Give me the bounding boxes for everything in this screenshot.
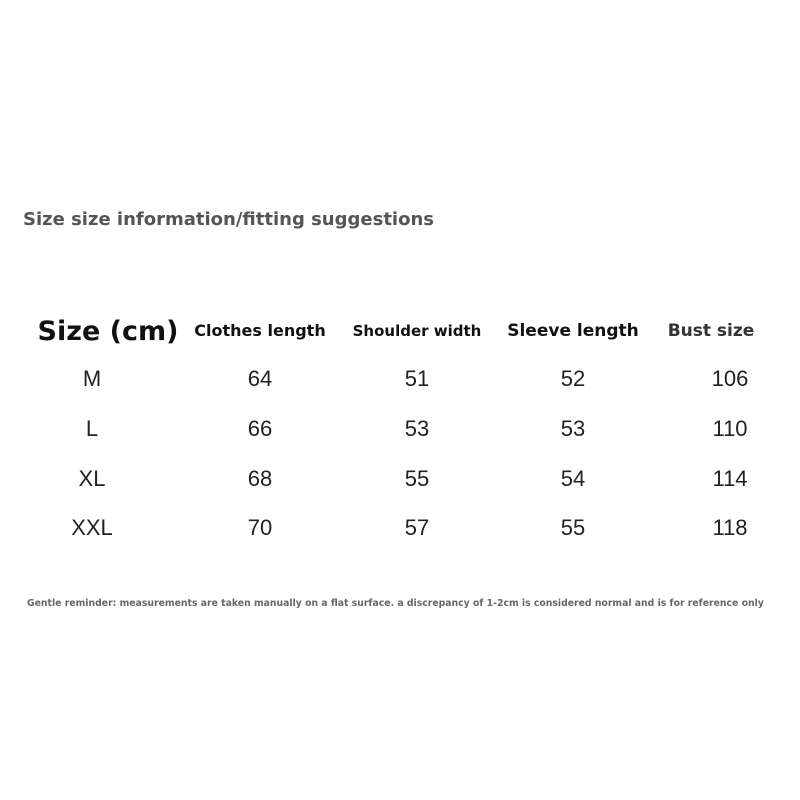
cell-size: L [85, 416, 99, 441]
cell-clothes-length: 66 [247, 416, 273, 441]
cell-size: XXL [71, 515, 113, 540]
header-bust-size: Bust size [667, 321, 755, 341]
cell-size: M [82, 366, 102, 391]
cell-clothes-length: 70 [247, 515, 273, 540]
header-clothes-length: Clothes length [194, 321, 326, 340]
cell-sleeve-length: 55 [560, 515, 586, 540]
cell-sleeve-length: 53 [560, 416, 586, 441]
cell-bust-size: 118 [712, 515, 748, 540]
cell-bust-size: 114 [712, 466, 748, 491]
cell-clothes-length: 68 [247, 466, 273, 491]
cell-shoulder-width: 51 [404, 366, 430, 391]
page-heading: Size size information/fitting suggestions [23, 209, 434, 230]
cell-bust-size: 110 [712, 416, 748, 441]
gentle-reminder-note: Gentle reminder: measurements are taken manually on a flat surface. a discrepancy of 1-2cm is considered normal and is for reference only [27, 598, 764, 609]
header-shoulder-width: Shoulder width [352, 322, 482, 340]
header-sleeve-length: Sleeve length [507, 321, 639, 341]
cell-shoulder-width: 57 [404, 515, 430, 540]
cell-shoulder-width: 53 [404, 416, 430, 441]
cell-sleeve-length: 52 [560, 366, 586, 391]
cell-sleeve-length: 54 [560, 466, 586, 491]
cell-size: XL [78, 466, 106, 491]
cell-clothes-length: 64 [247, 366, 273, 391]
cell-bust-size: 106 [711, 366, 749, 391]
cell-shoulder-width: 55 [404, 466, 430, 491]
header-size: Size (cm) [37, 316, 179, 347]
